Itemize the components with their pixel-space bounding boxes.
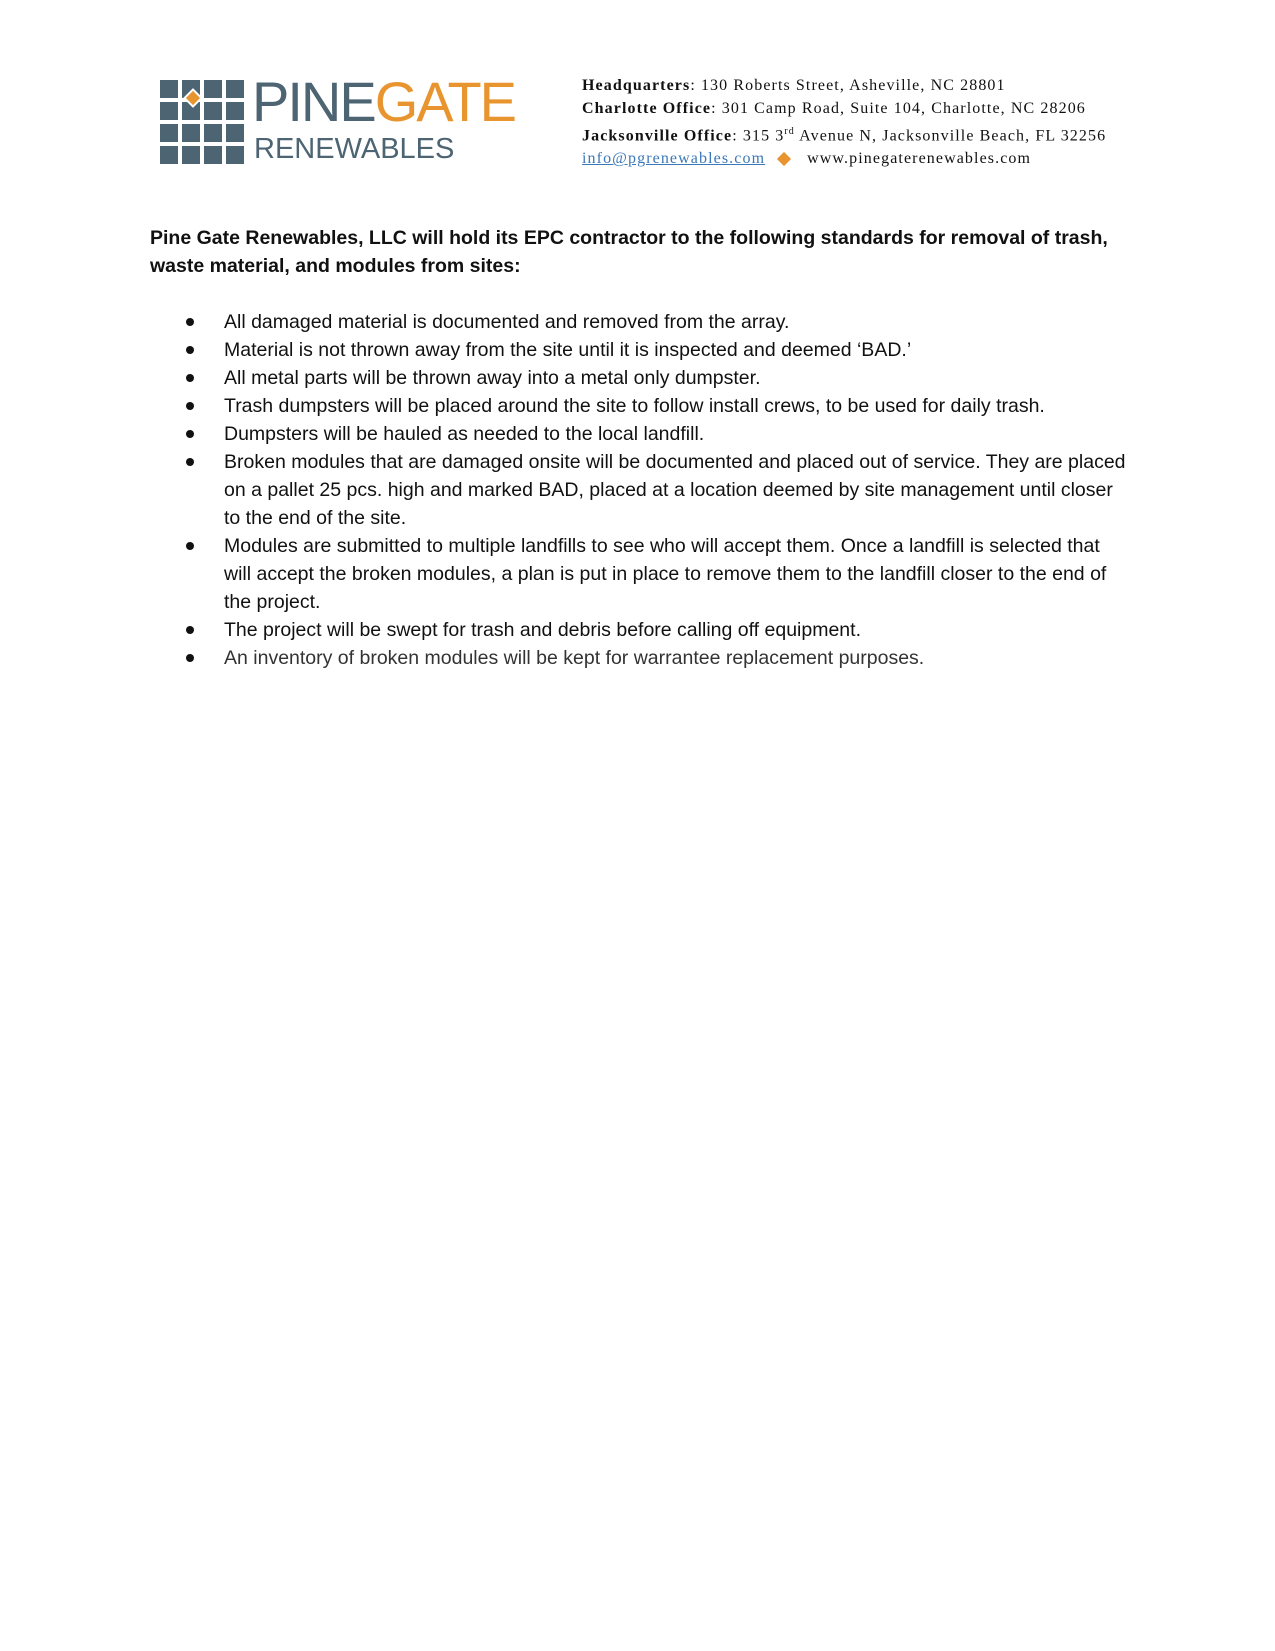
contact-charlotte xyxy=(582,97,1182,120)
list-item-text: All metal parts will be thrown away into a metal only dumpster. xyxy=(224,367,761,389)
list-item-text: Trash dumpsters will be placed around the site to follow install crews, to be used for daily trash. xyxy=(224,395,1045,417)
list-item xyxy=(150,392,1130,420)
bullet-icon xyxy=(186,458,194,466)
contact-value-suffix: Avenue N, Jacksonville Beach, FL 32256 xyxy=(794,127,1107,145)
logo-wordmark xyxy=(252,72,515,132)
list-item xyxy=(150,532,1130,616)
list-item xyxy=(150,448,1130,532)
logo-word-gate: GATE xyxy=(374,70,516,133)
bullet-icon xyxy=(186,654,194,662)
logo-cell xyxy=(160,102,178,120)
list-item-text: Broken modules that are damaged onsite will be documented and placed out of service. They are placed on a pallet 25 pcs. high and marked BAD, placed at a location deemed by site management until closer to the end of the site. xyxy=(224,451,1126,529)
intro-paragraph: Pine Gate Renewables, LLC will hold its EPC contractor to the following standards for removal of trash, waste material, and modules from sites: xyxy=(150,227,1108,277)
list-item-text: Dumpsters will be hauled as needed to the local landfill. xyxy=(224,423,705,445)
list-item xyxy=(150,616,1130,644)
bullet-icon xyxy=(186,346,194,354)
contact-label: Jacksonville Office xyxy=(582,127,733,145)
list-item-text: Material is not thrown away from the site until it is inspected and deemed ‘BAD.’ xyxy=(224,339,912,361)
contact-web-row xyxy=(582,147,1182,170)
bullet-icon xyxy=(186,626,194,634)
list-item-text: The project will be swept for trash and debris before calling off equipment. xyxy=(224,619,861,641)
list-item-text: Modules are submitted to multiple landfills to see who will accept them. Once a landfill is selected that will accept the broken modules, a plan is put in place to remove them to the landfill closer to the end of the project. xyxy=(224,535,1107,613)
standards-list xyxy=(150,308,1130,672)
logo-grid-icon xyxy=(160,80,246,166)
bullet-icon xyxy=(186,402,194,410)
logo-cell xyxy=(226,146,244,164)
list-item-text: All damaged material is documented and removed from the array. xyxy=(224,311,790,333)
contact-headquarters xyxy=(582,74,1182,97)
contact-block xyxy=(582,74,1182,170)
logo-cell xyxy=(182,146,200,164)
website-text: www.pinegaterenewables.com xyxy=(807,150,1032,168)
logo-cell xyxy=(204,146,222,164)
bullet-icon xyxy=(186,542,194,550)
logo-cell xyxy=(204,80,222,98)
list-item xyxy=(150,644,1130,672)
logo-cell xyxy=(226,102,244,120)
logo-cell xyxy=(160,124,178,142)
contact-value-superscript: rd xyxy=(784,126,795,137)
logo-word-pine: PINE xyxy=(252,70,375,133)
list-item xyxy=(150,308,1130,336)
bullet-icon xyxy=(186,374,194,382)
diamond-icon xyxy=(777,152,791,166)
list-item xyxy=(150,336,1130,364)
logo-cell xyxy=(160,80,178,98)
email-link[interactable]: info@pgrenewables.com xyxy=(582,150,766,168)
bullet-icon xyxy=(186,430,194,438)
logo-cell xyxy=(226,124,244,142)
logo-cell xyxy=(182,124,200,142)
logo-cell xyxy=(204,124,222,142)
contact-jacksonville xyxy=(582,120,1182,147)
list-item xyxy=(150,420,1130,448)
contact-label: Charlotte Office xyxy=(582,100,712,117)
contact-value: : 301 Camp Road, Suite 104, Charlotte, NC 28206 xyxy=(711,100,1086,117)
bullet-icon xyxy=(186,318,194,326)
contact-value: : 130 Roberts Street, Asheville, NC 28801 xyxy=(690,77,1006,94)
list-item-text: An inventory of broken modules will be kept for warrantee replacement purposes. xyxy=(224,647,925,669)
contact-value-prefix: : 315 3 xyxy=(732,127,785,145)
list-item xyxy=(150,364,1130,392)
company-logo xyxy=(160,70,516,166)
logo-cell xyxy=(160,146,178,164)
logo-cell xyxy=(226,80,244,98)
contact-label: Headquarters xyxy=(582,77,691,94)
logo-subtitle: RENEWABLES xyxy=(254,133,455,165)
logo-cell xyxy=(204,102,222,120)
